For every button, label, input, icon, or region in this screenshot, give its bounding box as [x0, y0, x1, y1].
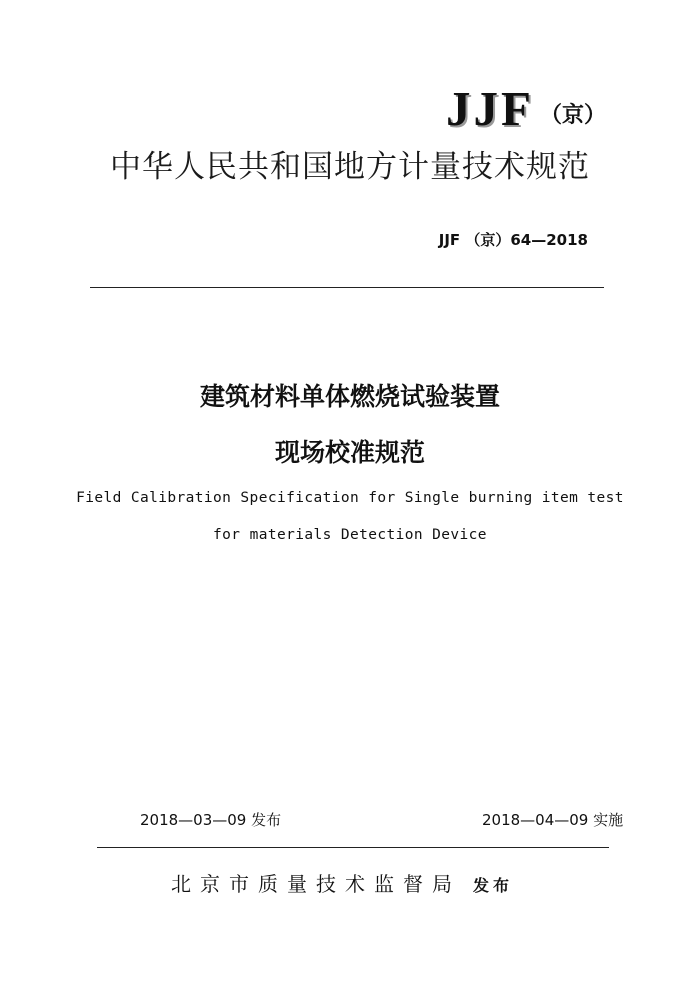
- title-english-line-1: Field Calibration Specification for Single burning item test: [76, 490, 624, 506]
- publisher-row: [171, 870, 513, 898]
- title-chinese-line-1: 建筑材料单体燃烧试验装置: [199, 382, 500, 411]
- series-title: 中华人民共和国地方计量技术规范: [110, 149, 590, 185]
- jjf-logo: [446, 81, 606, 136]
- top-divider: [90, 287, 604, 288]
- publish-date: 2018—03—09 发布: [140, 811, 282, 829]
- publisher-name: 北京市质量技术监督局: [171, 872, 461, 896]
- bottom-divider: [97, 847, 609, 848]
- title-english-line-2: for materials Detection Device: [213, 527, 487, 543]
- implement-date: 2018—04—09 实施: [482, 811, 624, 829]
- jjf-logo-suffix: （京）: [539, 103, 606, 128]
- document-number: JJF （京）64—2018: [438, 231, 588, 249]
- jjf-logo-letters: JJF: [446, 81, 534, 136]
- publisher-action: 发布: [473, 876, 514, 895]
- title-chinese-line-2: 现场校准规范: [274, 438, 425, 467]
